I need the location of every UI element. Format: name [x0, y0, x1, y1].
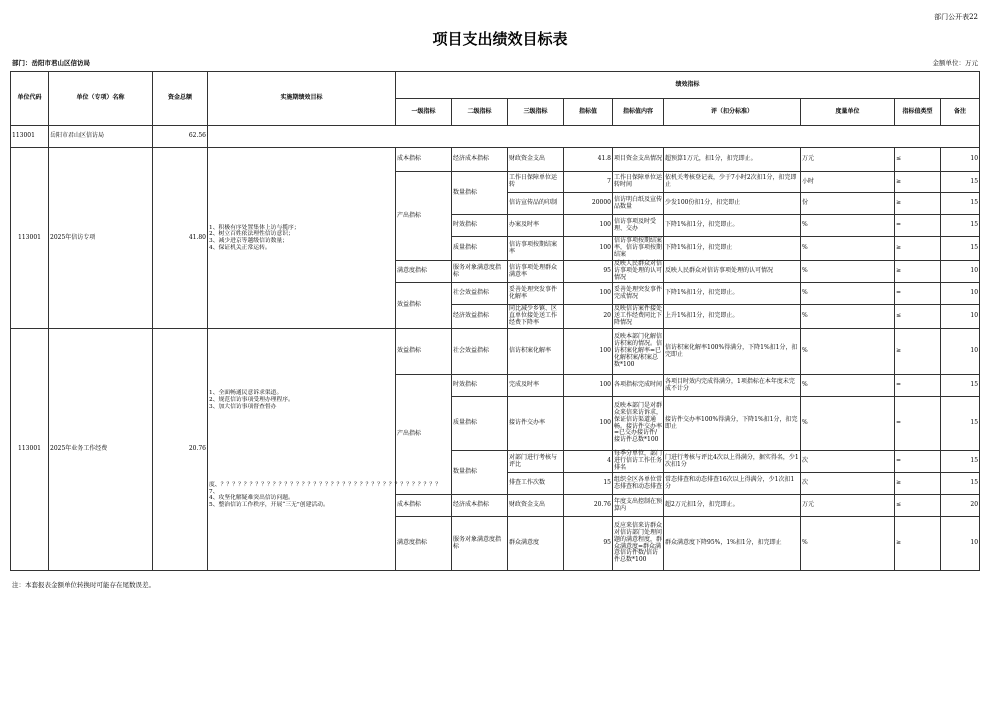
- score-cell: 依机关考核登记表，少于7小时2次扣1分，扣完即止: [664, 172, 801, 193]
- goal-line: 度、？？？？？？？？？？？？？？？？？？？？？？？？？？？？？？？？？？？？？？: [209, 482, 441, 489]
- score-cell: 上升1%扣1分，扣完即止。: [664, 305, 801, 329]
- unit-empty: [208, 126, 980, 148]
- level1-cell: 产出指标: [396, 172, 452, 261]
- value-cell: 100: [564, 283, 613, 305]
- goal-line: 1、全面畅通民意诉求渠道。: [209, 390, 283, 397]
- goal-line: 4、保证机关正常运转。: [209, 244, 271, 251]
- measure-cell: %: [801, 517, 895, 571]
- content-text: 反映信访案件接处送工作经费同比下降情况: [614, 305, 663, 326]
- remark-cell: 15: [941, 375, 980, 397]
- score-cell: 下降1%扣1分，扣完即止: [664, 237, 801, 261]
- content-text: 每季分单位，部门进行信访工作任务排名: [614, 450, 663, 471]
- level2-cell: 经济成本指标: [452, 495, 508, 517]
- content-text: 反映本部门是对群众来信来访诉求，保证信访渠道通畅。接访件交办率=已交办接访件/接访件总数*100: [614, 401, 663, 444]
- measure-cell: %: [801, 215, 895, 237]
- level3-cell: 接访件交办率: [508, 397, 564, 451]
- remark-cell: 15: [941, 193, 980, 215]
- header-level2: 二级指标: [452, 99, 508, 126]
- unit-amount: 62.56: [153, 126, 208, 148]
- goal-line: 3、加大信访事项督查督办: [209, 403, 277, 410]
- level3-cell: 对部门进行考核与评比: [508, 451, 564, 473]
- score-cell: 下降1%扣1分，扣完即止。: [664, 283, 801, 305]
- level2-cell: 经济效益指标: [452, 305, 508, 329]
- proj2-amount: 20.76: [153, 329, 208, 571]
- table-row: [11, 329, 980, 375]
- type-cell: =: [895, 283, 941, 305]
- measure-cell: 万元: [801, 148, 895, 172]
- score-cell: 群众满意度下降95%，1%扣1分，扣完即止: [664, 517, 801, 571]
- unit-summary-row: [11, 126, 980, 148]
- content-cell: 信访事项按期结案率，信访事项按期结案: [613, 237, 664, 261]
- measure-cell: %: [801, 397, 895, 451]
- department-label: 部门：岳阳市君山区信访局: [12, 59, 90, 67]
- header-measure: 度量单位: [801, 99, 895, 126]
- score-cell: 信访积案化解率100%得满分，下降1%扣1分，扣完即止: [664, 329, 801, 375]
- type-cell: ≥: [895, 261, 941, 283]
- level1-cell: 满意度指标: [396, 261, 452, 283]
- level2-cell: 服务对象满意度指标: [452, 261, 508, 283]
- score-cell: 常态排查和动态排查16次以上得满分，少1次扣1分: [664, 473, 801, 495]
- measure-cell: 小时: [801, 172, 895, 193]
- type-cell: ≥: [895, 517, 941, 571]
- footnote: 注：本套报表金额单位转换时可能存在尾数误差。: [12, 581, 155, 589]
- level1-cell: 效益指标: [396, 283, 452, 329]
- goal-line: 2、规范信访事项受理办理程序。: [209, 396, 294, 403]
- unit-code: 113001: [11, 126, 49, 148]
- proj1-amount: 41.80: [153, 148, 208, 329]
- level1-cell: 满意度指标: [396, 517, 452, 571]
- proj1-name: 2025年信访专项: [49, 148, 153, 329]
- level2-cell: 社会效益指标: [452, 329, 508, 375]
- score-cell: 超预算1万元，扣1分，扣完即止。: [664, 148, 801, 172]
- score-cell: 反映人民群众对信访事项处理的认可情况: [664, 261, 801, 283]
- content-cell: 项目资金支出情况: [613, 148, 664, 172]
- goal-line: 3、减少进京等越级信访数量；: [209, 238, 289, 244]
- level2-cell: 经济成本指标: [452, 148, 508, 172]
- measure-cell: 次: [801, 451, 895, 473]
- type-cell: ≥: [895, 237, 941, 261]
- goal-spacer: [209, 410, 394, 482]
- level1-cell: 成本指标: [396, 148, 452, 172]
- level3-cell: 工作日保障单位运转: [508, 172, 564, 193]
- type-cell: ≥: [895, 193, 941, 215]
- value-cell: 100: [564, 215, 613, 237]
- remark-cell: 15: [941, 215, 980, 237]
- level3-cell: 信访事项处理群众满意率: [508, 261, 564, 283]
- value-cell: 20: [564, 305, 613, 329]
- level3-text: 同比减少乡镇、区直单位接处送工作经费下降率: [509, 305, 558, 326]
- content-cell: [613, 329, 664, 375]
- header-amount: 资金总额: [153, 72, 208, 126]
- remark-cell: 15: [941, 397, 980, 451]
- content-text: 反映本部门化解信访积案的情况。信访积案化解率=已化解积案/积案总数*100: [614, 333, 663, 368]
- measure-cell: 次: [801, 473, 895, 495]
- content-cell: 信访明白纸及宣传品数量: [613, 193, 664, 215]
- remark-cell: 10: [941, 517, 980, 571]
- value-cell: 100: [564, 329, 613, 375]
- header-level3: 三级指标: [508, 99, 564, 126]
- level3-cell: 信访事项按期结案率: [508, 237, 564, 261]
- type-cell: =: [895, 397, 941, 451]
- level2-cell: 服务对象满意度指标: [452, 517, 508, 571]
- measure-cell: %: [801, 237, 895, 261]
- value-cell: 41.8: [564, 148, 613, 172]
- level3-cell: 排查工作次数: [508, 473, 564, 495]
- content-cell: 信访事项及时受理、交办: [613, 215, 664, 237]
- remark-cell: 15: [941, 451, 980, 473]
- value-cell: 7: [564, 172, 613, 193]
- measure-cell: %: [801, 261, 895, 283]
- value-cell: 15: [564, 473, 613, 495]
- remark-cell: 15: [941, 172, 980, 193]
- level3-cell: [508, 305, 564, 329]
- remark-cell: 20: [941, 495, 980, 517]
- score-cell: 接访件交办率100%得满分，下降1%扣1分，扣完即止: [664, 397, 801, 451]
- content-text: 反应来信来访群众对信访部门处理问题的满意程度，群众满意度=群众满意信访件数/信访件总数*100: [614, 521, 663, 564]
- header-indicators: 绩效指标: [396, 72, 980, 99]
- score-cell: 下降1%扣1分，扣完即止。: [664, 215, 801, 237]
- content-cell: 工作日保障单位运转时间: [613, 172, 664, 193]
- level1-cell: 成本指标: [396, 495, 452, 517]
- type-cell: ≥: [895, 329, 941, 375]
- header-remark: 备注: [941, 99, 980, 126]
- level3-cell: 群众满意度: [508, 517, 564, 571]
- unit-name: 岳阳市君山区信访局: [49, 126, 153, 148]
- value-cell: 100: [564, 397, 613, 451]
- value-cell: 100: [564, 375, 613, 397]
- level3-cell: 信访宣传品的印制: [508, 193, 564, 215]
- content-cell: 组织全区各单位常态排查和动态排查: [613, 473, 664, 495]
- level3-cell: 财政资金支出: [508, 495, 564, 517]
- remark-cell: 15: [941, 473, 980, 495]
- header-content: 指标值内容: [613, 99, 664, 126]
- value-cell: 4: [564, 451, 613, 473]
- proj1-code: 113001: [11, 148, 49, 329]
- score-cell: 少发100份扣1分，扣完即止: [664, 193, 801, 215]
- measure-cell: %: [801, 283, 895, 305]
- remark-cell: 10: [941, 305, 980, 329]
- level2-cell: 社会效益指标: [452, 283, 508, 305]
- measure-cell: 份: [801, 193, 895, 215]
- score-cell: 门进行考核与评比4次以上得满分，据实得名，少1次扣1分: [664, 451, 801, 473]
- type-cell: ≥: [895, 172, 941, 193]
- value-cell: 95: [564, 517, 613, 571]
- remark-cell: 15: [941, 237, 980, 261]
- measure-cell: %: [801, 305, 895, 329]
- level3-cell: 财政资金支出: [508, 148, 564, 172]
- level3-cell: 妥善处理突发事件化解率: [508, 283, 564, 305]
- header-value: 指标值: [564, 99, 613, 126]
- goal-line: 2、树立百姓依法理性信访意识；: [209, 231, 294, 238]
- level2-cell: 数量指标: [452, 172, 508, 215]
- value-cell: 100: [564, 237, 613, 261]
- level2-cell: 数量指标: [452, 451, 508, 495]
- level2-cell: 时效指标: [452, 375, 508, 397]
- remark-cell: 10: [941, 329, 980, 375]
- proj2-name: 2025年业务工作经费: [49, 329, 153, 571]
- content-cell: [613, 305, 664, 329]
- value-cell: 95: [564, 261, 613, 283]
- goal-line: 5、整治信访工作秩序，开展“三无”创建活动。: [209, 502, 329, 509]
- score-cell: 各项目时效内完成得满分，1项指标在本年度未完成不计分: [664, 375, 801, 397]
- amount-unit-label: 金额单位：万元: [932, 59, 978, 67]
- proj2-code: 113001: [11, 329, 49, 571]
- value-cell: 20.76: [564, 495, 613, 517]
- type-cell: =: [895, 451, 941, 473]
- level2-cell: 时效指标: [452, 215, 508, 237]
- type-cell: =: [895, 375, 941, 397]
- page-number: 部门公开表22: [934, 13, 978, 21]
- content-cell: 年度支出控制在预算内: [613, 495, 664, 517]
- type-cell: ≤: [895, 148, 941, 172]
- table-row: [11, 148, 980, 172]
- remark-cell: 10: [941, 148, 980, 172]
- content-cell: [613, 397, 664, 451]
- type-cell: =: [895, 215, 941, 237]
- type-cell: ≤: [895, 495, 941, 517]
- header-goals: 实施期绩效目标: [208, 72, 396, 126]
- level1-cell: 产出指标: [396, 375, 452, 495]
- performance-target-table: [10, 71, 980, 571]
- measure-cell: 万元: [801, 495, 895, 517]
- type-cell: ≥: [895, 473, 941, 495]
- header-type: 指标值类型: [895, 99, 941, 126]
- level3-cell: 办案及时率: [508, 215, 564, 237]
- goal-line: 4、攻坚化解疑难突出信访问题。: [209, 495, 294, 502]
- level3-cell: 完成及时率: [508, 375, 564, 397]
- proj1-goals: [208, 148, 396, 329]
- content-cell: [613, 451, 664, 473]
- measure-cell: %: [801, 329, 895, 375]
- remark-cell: 10: [941, 283, 980, 305]
- level3-cell: 信访积案化解率: [508, 329, 564, 375]
- type-cell: ≤: [895, 305, 941, 329]
- measure-cell: %: [801, 375, 895, 397]
- goal-line: 1、积极有序处置集体上访与揽序；: [209, 224, 300, 231]
- content-cell: [613, 517, 664, 571]
- content-cell: 反映人民群众对信访事项处理的认可情况: [614, 260, 663, 281]
- header-level1: 一级指标: [396, 99, 452, 126]
- remark-cell: 10: [941, 261, 980, 283]
- content-cell: 各项指标完成时间: [613, 375, 664, 397]
- goal-line: 7、: [209, 488, 219, 495]
- page-title: 项目支出绩效目标表: [432, 30, 568, 48]
- level2-cell: 质量指标: [452, 237, 508, 261]
- header-code: 单位代码: [11, 72, 49, 126]
- level2-cell: 质量指标: [452, 397, 508, 451]
- content-cell: 妥善处理突发事件完成情况: [613, 283, 664, 305]
- value-cell: 20000: [564, 193, 613, 215]
- level1-cell: 效益指标: [396, 329, 452, 375]
- score-cell: 超2万元扣1分，扣完即止。: [664, 495, 801, 517]
- header-score: 评（扣分标准）: [664, 99, 801, 126]
- header-name: 单位（专项）名称: [49, 72, 153, 126]
